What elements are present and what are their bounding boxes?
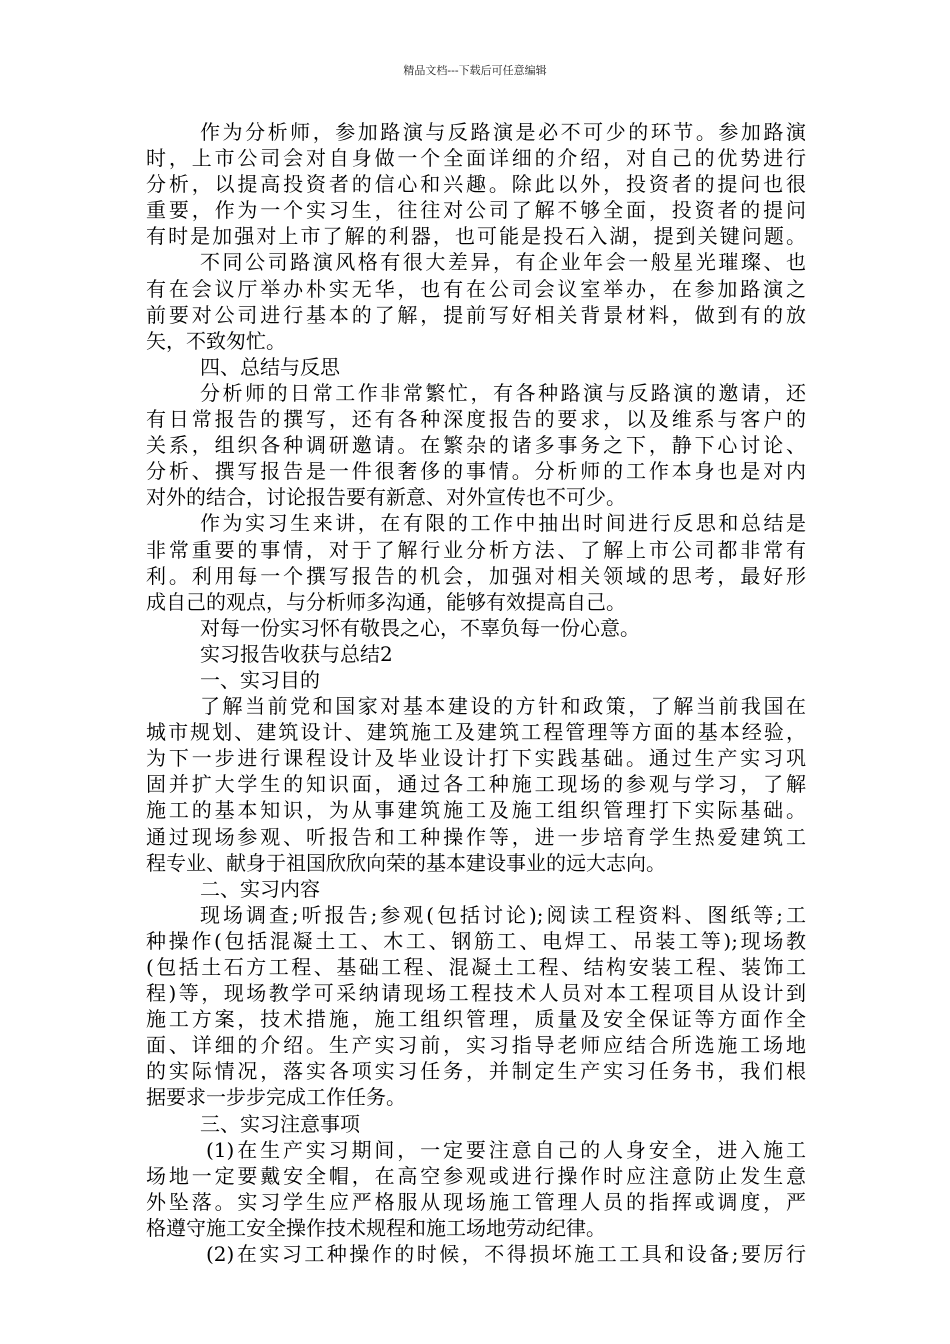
section-heading: 三、实习注意事项 xyxy=(200,1111,360,1136)
paragraph-line: 非常重要的事情，对于了解行业分析方法、了解上市公司都非常有 xyxy=(146,537,806,562)
paragraph-line: 了解当前党和国家对基本建设的方针和政策，了解当前我国在 xyxy=(200,694,806,719)
paragraph-line: 分析师的日常工作非常繁忙，有各种路演与反路演的邀请，还 xyxy=(200,380,806,405)
document-title: 实习报告收获与总结2 xyxy=(200,641,393,666)
paragraph-line: 作为分析师，参加路演与反路演是必不可少的环节。参加路演 xyxy=(200,120,806,144)
paragraph-line: 重要，作为一个实习生，往往对公司了解不够全面，投资者的提问 xyxy=(146,198,806,223)
paragraph-line: (2)在实习工种操作的时候，不得损坏施工工具和设备;要厉行 xyxy=(206,1242,806,1267)
paragraph-line: 施工方案，技术措施，施工组织管理，质量及安全保证等方面作全 xyxy=(146,1007,806,1032)
paragraph-line: (包括土石方工程、基础工程、混凝土工程、结构安装工程、装饰工 xyxy=(146,955,806,979)
paragraph-line: 程)等，现场教学可采纳请现场工程技术人员对本工程项目从设计到 xyxy=(146,981,806,1006)
paragraph-line: 关系，组织各种调研邀请。在繁杂的诸多事务之下，静下心讨论、 xyxy=(146,433,806,458)
paragraph-line: 城市规划、建筑设计、建筑施工及建筑工程管理等方面的基本经验， xyxy=(146,720,806,745)
paragraph-line: 施工的基本知识，为从事建筑施工及施工组织管理打下实际基础。 xyxy=(146,798,806,823)
paragraph-line: 场地一定要戴安全帽，在高空参观或进行操作时应注意防止发生意 xyxy=(146,1163,806,1188)
section-heading: 二、实习内容 xyxy=(200,876,320,901)
document-body xyxy=(146,119,806,1267)
paragraph-line: 前要对公司进行基本的了解，提前写好相关背景材料，做到有的放 xyxy=(146,302,806,327)
section-heading: 四、总结与反思 xyxy=(200,354,340,379)
paragraph-line: 分析、撰写报告是一件很奢侈的事情。分析师的工作本身也是对内 xyxy=(146,459,806,484)
paragraph-line: 面、详细的介绍。生产实习前，实习指导老师应结合所选施工场地 xyxy=(146,1033,806,1058)
paragraph-line: 现场调查;听报告;参观(包括讨论);阅读工程资料、图纸等;工 xyxy=(200,902,806,927)
paragraph-line: 通过现场参观、听报告和工种操作等，进一步培育学生热爱建筑工 xyxy=(146,824,806,849)
paragraph-line: 有在会议厅举办朴实无华，也有在公司会议室举办，在参加路演之 xyxy=(146,276,806,301)
paragraph-line: 程专业、献身于祖国欣欣向荣的基本建设事业的远大志向。 xyxy=(146,850,666,875)
paragraph-line: 的实际情况，落实各项实习任务，并制定生产实习任务书，我们根 xyxy=(146,1059,806,1084)
section-heading: 一、实习目的 xyxy=(200,667,320,692)
paragraph-line: 固并扩大学生的知识面，通过各工种施工现场的参观与学习，了解 xyxy=(146,772,806,797)
paragraph-line: 作为实习生来讲，在有限的工作中抽出时间进行反思和总结是 xyxy=(200,511,806,536)
paragraph-line: 不同公司路演风格有很大差异，有企业年会一般星光璀璨、也 xyxy=(200,250,806,275)
paragraph-line: 对外的结合，讨论报告要有新意、对外宣传也不可少。 xyxy=(146,485,626,510)
paragraph-line: 种操作(包括混凝土工、木工、钢筋工、电焊工、吊装工等);现场教 xyxy=(146,928,806,953)
paragraph-line: 成自己的观点，与分析师多沟通，能够有效提高自己。 xyxy=(146,589,626,614)
paragraph-line: 分析，以提高投资者的信心和兴趣。除此以外，投资者的提问也很 xyxy=(146,172,806,197)
paragraph-line: 据要求一步步完成工作任务。 xyxy=(146,1085,406,1110)
paragraph-line: 有日常报告的撰写，还有各种深度报告的要求，以及维系与客户的 xyxy=(146,407,806,432)
paragraph-line: 格遵守施工安全操作技术规程和施工场地劳动纪律。 xyxy=(146,1215,606,1240)
paragraph-line: 对每一份实习怀有敬畏之心，不辜负每一份心意。 xyxy=(200,615,640,640)
paragraph-line: 利。利用每一个撰写报告的机会，加强对相关领域的思考，最好形 xyxy=(146,563,806,588)
paragraph-line: 外坠落。实习学生应严格服从现场施工管理人员的指挥或调度，严 xyxy=(146,1189,806,1214)
paragraph-line: 时，上市公司会对自身做一个全面详细的介绍，对自己的优势进行 xyxy=(146,146,806,171)
paragraph-line: 有时是加强对上市了解的利器，也可能是投石入湖，提到关键问题。 xyxy=(146,224,806,249)
page-header-watermark: 精品文档---下载后可任意编辑 xyxy=(403,64,547,77)
paragraph-line: (1)在生产实习期间，一定要注意自己的人身安全，进入施工 xyxy=(206,1137,806,1162)
paragraph-line: 矢，不致匆忙。 xyxy=(146,328,286,353)
paragraph-line: 为下一步进行课程设计及毕业设计打下实践基础。通过生产实习巩 xyxy=(146,746,806,771)
